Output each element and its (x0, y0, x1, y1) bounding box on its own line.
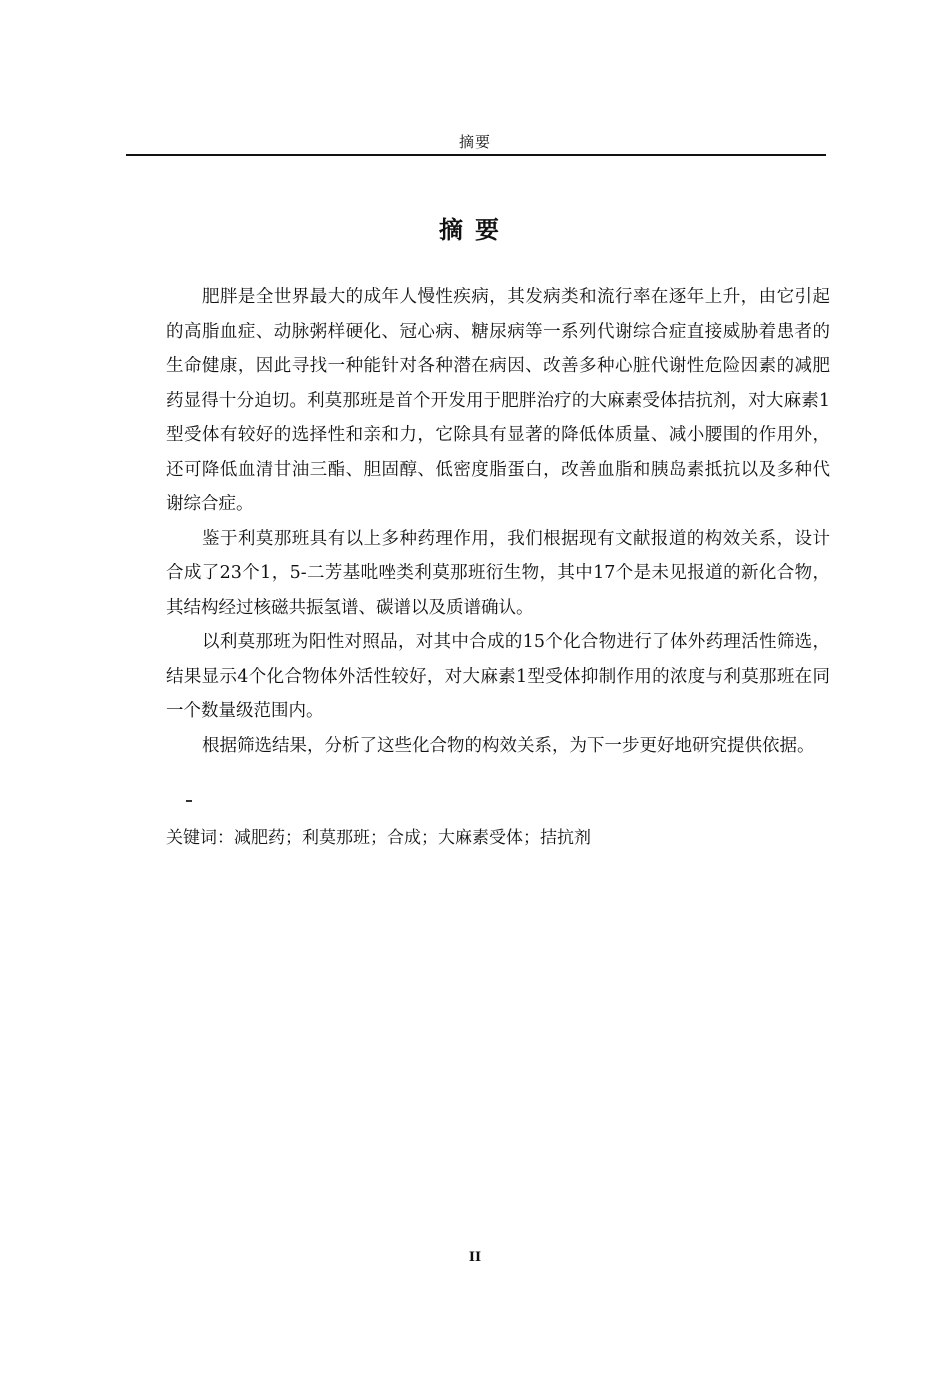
running-header: 摘要 (458, 133, 491, 151)
stray-mark (186, 800, 192, 802)
abstract-paragraph-4: 根据筛选结果，分析了这些化合物的构效关系，为下一步更好地研究提供依据。 (202, 735, 815, 756)
abstract-paragraph-1: 肥胖是全世界最大的成年人慢性疾病，其发病类和流行率在逐年上升，由它引起的高脂血症、动脉粥样硬化、冠心病、糖尿病等一系列代谢综合症直接威胁着患者的生命健康，因此寻找一种能针对各种潜在病因、改善多种心脏代谢性危险因素的减肥药显得十分迫切。利莫那班是首个开发用于肥胖治疗的大麻素受体拮抗剂，对大麻素1型受体有较好的选择性和亲和力，它除具有显著的降低体质量、减小腰围的作用外，还可降低血清甘油三酯、胆固醇、低密度脂蛋白，改善血脂和胰岛素抵抗以及多种代谢综合症。 (166, 287, 830, 514)
header-rule (126, 154, 826, 156)
abstract-body (166, 280, 830, 763)
page-title: 摘要 (439, 216, 511, 244)
abstract-paragraph-2: 鉴于利莫那班具有以上多种药理作用，我们根据现有文献报道的构效关系，设计合成了23个1，5-二芳基吡唑类利莫那班衍生物，其中17个是未见报道的新化合物，其结构经过核磁共振氢谱、碳谱以及质谱确认。 (166, 528, 830, 618)
abstract-paragraph-3: 以利莫那班为阳性对照品，对其中合成的15个化合物进行了体外药理活性筛选，结果显示4个化合物体外活性较好，对大麻素1型受体抑制作用的浓度与利莫那班在同一个数量级范围内。 (166, 632, 830, 721)
keywords-line: 关键词：减肥药；利莫那班；合成；大麻素受体；拮抗剂 (166, 828, 591, 848)
page-number: II (468, 1250, 482, 1265)
